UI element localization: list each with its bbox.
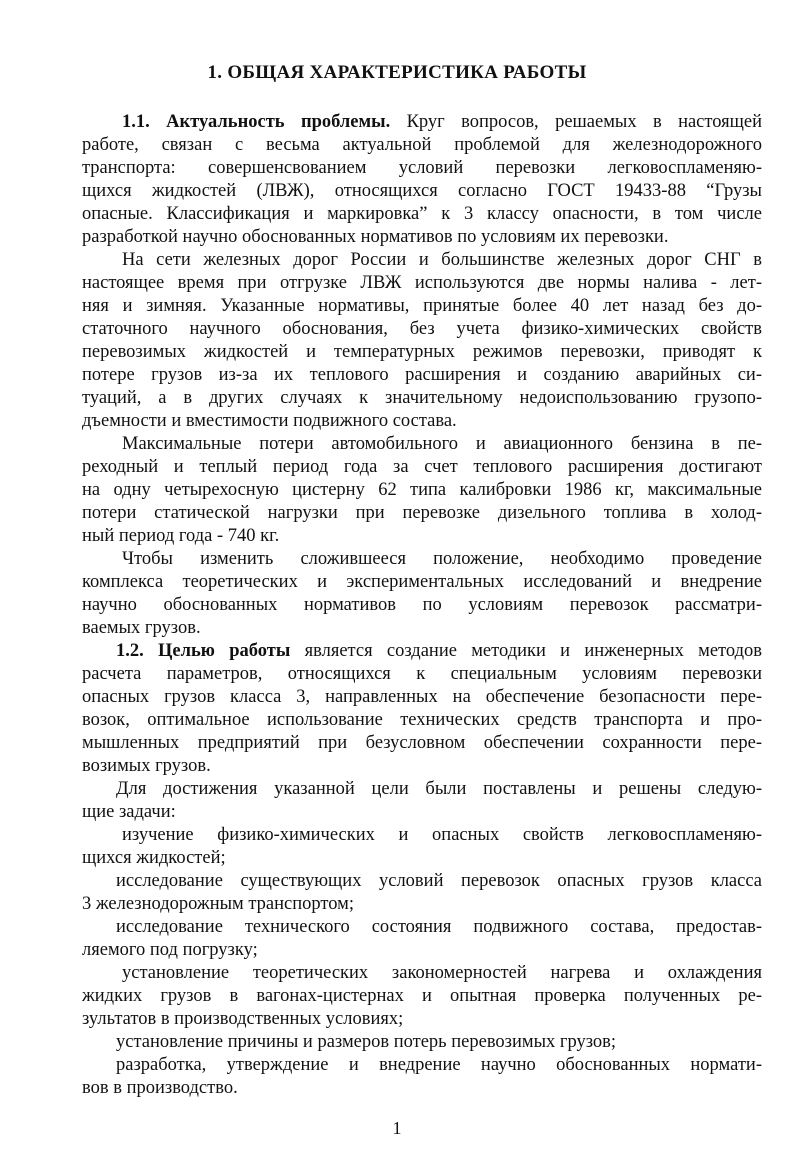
text-line: расчета параметров, относящихся к специальным условиям перевозки [82, 664, 762, 684]
text-line: щие задачи: [82, 802, 176, 822]
text-line: статочного научного обоснования, без учета физико-химических свойств [82, 319, 762, 339]
text-line: опасные. Классификация и маркировка” к 3 классу опасности, в том числе [82, 204, 762, 224]
text-line: вов в производство. [82, 1078, 238, 1098]
text-line: ляемого под погрузку; [82, 940, 258, 960]
text-line: зультатов в производственных условиях; [82, 1009, 404, 1029]
text-line: исследование технического состояния подвижного состава, предостав- [116, 917, 762, 937]
page-title: 1. ОБЩАЯ ХАРАКТЕРИСТИКА РАБОТЫ [207, 62, 587, 83]
text-line: разработкой научно обоснованных нормативов по условиям их перевозки. [82, 227, 669, 247]
text-line: На сети железных дорог России и большинстве железных дорог СНГ в [122, 250, 762, 270]
text-line: Чтобы изменить сложившееся положение, необходимо проведение [122, 549, 762, 569]
text-line: работе, связан с весьма актуальной проблемой для железнодорожного [82, 135, 762, 155]
text-line: установление причины и размеров потерь перевозимых грузов; [116, 1032, 617, 1052]
text-line: потери статической нагрузки при перевозке дизельного топлива в холод- [82, 503, 762, 523]
text-line: установление теоретических закономерностей нагрева и охлаждения [122, 963, 762, 983]
text-line: потере грузов из-за их теплового расширения и созданию аварийных си- [82, 365, 762, 385]
text-line: жидких грузов в вагонах-цистернах и опытная проверка полученных ре- [82, 986, 762, 1006]
text-line: разработка, утверждение и внедрение научно обоснованных нормати- [116, 1055, 762, 1075]
text-line: возок, оптимальное использование технических средств транспорта и про- [82, 710, 762, 730]
text-line: настоящее время при отгрузке ЛВЖ используются две нормы налива - лет- [82, 273, 762, 293]
text-line: на одну четырехосную цистерну 62 типа калибровки 1986 кг, максимальные [82, 480, 762, 500]
text-line: 1.2. Целью работы является создание методики и инженерных методов [116, 641, 763, 661]
text-line: дъемности и вместимости подвижного состава. [82, 411, 457, 431]
text-line: исследование существующих условий перевозок опасных грузов класса [116, 871, 762, 891]
section-heading-actuality: 1.1. Актуальность проблемы. [122, 112, 391, 132]
text-line: возимых грузов. [82, 756, 211, 776]
text-line: комплекса теоретических и экспериментальных исследований и внедрение [82, 572, 762, 592]
page-number: 1 [392, 1118, 402, 1138]
text-line: транспорта: совершенсвованием условий перевозки легковоспламеняю- [82, 158, 762, 178]
text-line: научно обоснованных нормативов по условиям перевозок рассматри- [82, 595, 762, 615]
section-heading-goal: 1.2. Целью работы [116, 641, 291, 661]
text-line: Максимальные потери автомобильного и авиационного бензина в пе- [122, 434, 762, 454]
text-line: Для достижения указанной цели были поставлены и решены следую- [116, 779, 762, 799]
text-line: туаций, а в других случаях к значительному недоиспользованию грузопо- [82, 388, 762, 408]
text-line: 1.1. Актуальность проблемы. Круг вопросов, решаемых в настоящей [122, 112, 763, 132]
text-line: ваемых грузов. [82, 618, 201, 638]
text-line: мышленных предприятий при безусловном обеспечении сохранности пере- [82, 733, 762, 753]
text-line: 3 железнодорожным транспортом; [82, 894, 354, 914]
text-line: няя и зимняя. Указанные нормативы, принятые более 40 лет назад без до- [82, 296, 762, 316]
text-line: опасных грузов класса 3, направленных на обеспечение безопасности пере- [82, 687, 762, 707]
text-line: реходный и теплый период года за счет теплового расширения достигают [82, 457, 762, 477]
text-line: перевозимых жидкостей и температурных режимов перевозки, приводят к [82, 342, 762, 362]
text-line: щихся жидкостей; [82, 848, 226, 868]
text-line: ный период года - 740 кг. [82, 526, 280, 546]
text-line: изучение физико-химических и опасных свойств легковоспламеняю- [122, 825, 762, 845]
text-line: щихся жидкостей (ЛВЖ), относящихся согласно ГОСТ 19433-88 “Грузы [82, 181, 762, 201]
